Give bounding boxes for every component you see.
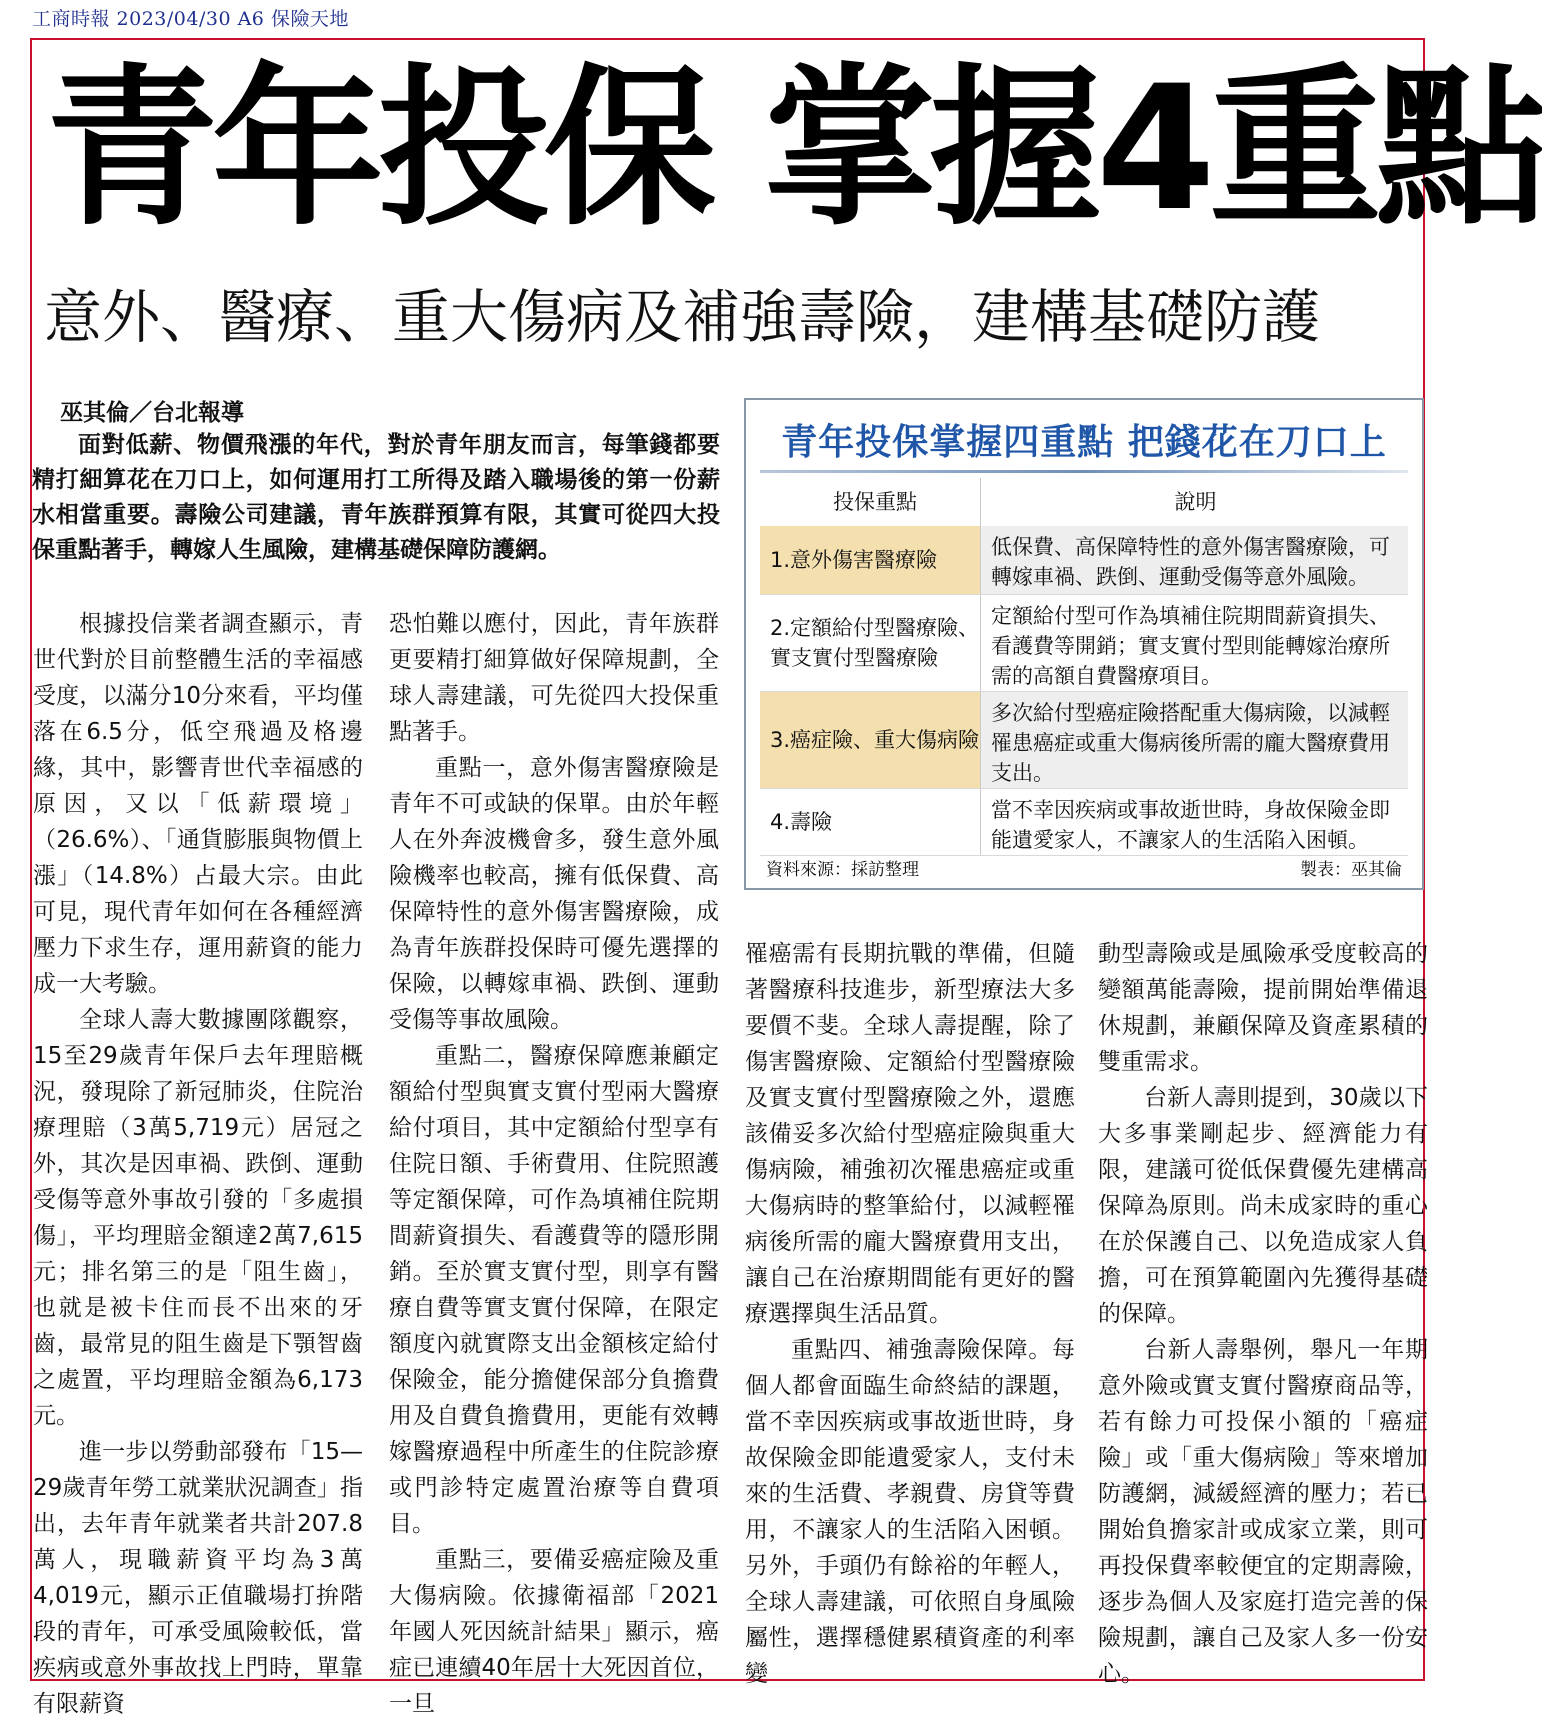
paragraph: 恐怕難以應付，因此，青年族群更要精打細算做好保障規劃，全球人壽建議，可先從四大投保重點著手。 (389, 611, 719, 745)
paragraph: 重點四、補強壽險保障。每個人都會面臨生命終結的課題，當不幸因疾病或事故逝世時，身故保險金即能遺愛家人，支付未來的生活費、孝親費、房貸等費用，不讓家人的生活陷入困頓。另外，手頭仍有餘裕的年輕人，全球人壽建議，可依照自身風險屬性，選擇穩健累積資產的利率變 (745, 1337, 1075, 1687)
subheadline: 意外、醫療、重大傷病及補強壽險，建構基礎防護 (44, 283, 1321, 351)
paragraph: 台新人壽則提到，30歲以下大多事業剛起步、經濟能力有限，建議可從低保費優先建構高保障為原則。尚未成家時的重心在於保護自己、以免造成家人負擔，可在預算範圍內先獲得基礎的保障。 (1098, 1085, 1428, 1327)
byline: 巫其倫／台北報導 (60, 400, 244, 426)
body-column-1 (33, 606, 363, 1717)
table-header-key: 投保重點 (833, 490, 917, 514)
source-line: 工商時報 2023/04/30 A6 保險天地 (32, 8, 349, 30)
table-row (760, 692, 1408, 789)
body-column-4 (1098, 936, 1428, 1687)
table-header-value: 說明 (980, 478, 1408, 526)
table-cell-key: 2.定額給付型醫療險、實支實付型醫療險 (770, 616, 980, 670)
source-note: 資料來源：採訪整理 (766, 860, 919, 880)
table-row (760, 595, 1408, 692)
body-column-2 (389, 606, 719, 1717)
paragraph: 罹癌需有長期抗戰的準備，但隨著醫療科技進步，新型療法大多要價不斐。全球人壽提醒，除了傷害醫療險、定額給付型醫療險及實支實付型醫療險之外，還應該備妥多次給付型癌症險與重大傷病險，補強初次罹患癌症或重大傷病時的整筆給付，以減輕罹病後所需的龐大醫療費用支出，讓自己在治療期間能有更好的醫療選擇與生活品質。 (745, 941, 1075, 1327)
body-column-3 (745, 936, 1075, 1687)
paragraph: 重點二，醫療保障應兼顧定額給付型與實支實付型兩大醫療給付項目，其中定額給付型享有住院日額、手術費用、住院照護等定額保障，可作為填補住院期間薪資損失、看護費等的隱形開銷。至於實支實付型，則享有醫療自費等實支實付保障，在限定額度內就實際支出金額核定給付保險金，能分擔健保部分負擔費用及自費負擔費用，更能有效轉嫁醫療過程中所產生的住院診療或門診特定處置治療等自費項目。 (389, 1043, 719, 1537)
paragraph: 動型壽險或是風險承受度較高的變額萬能壽險，提前開始準備退休規劃，兼顧保障及資產累積的雙重需求。 (1098, 941, 1428, 1075)
table-cell-key: 4.壽險 (770, 810, 833, 834)
sidebar-footer (766, 855, 1402, 880)
table-cell-value: 定額給付型可作為填補住院期間薪資損失、看護費等開銷；實支實付型則能轉嫁治療所需的高額自費醫療項目。 (980, 595, 1408, 691)
sidebar-title: 青年投保掌握四重點 把錢花在刀口上 (781, 422, 1387, 463)
table-cell-value: 低保費、高保障特性的意外傷害醫療險，可轉嫁車禍、跌倒、運動受傷等意外風險。 (980, 526, 1408, 594)
headline: 青年投保 掌握4重點 (46, 48, 1542, 249)
paragraph: 重點一，意外傷害醫療險是青年不可或缺的保單。由於年輕人在外奔波機會多，發生意外風險機率也較高，擁有低保費、高保障特性的意外傷害醫療險，成為青年族群投保時可優先選擇的保險，以轉嫁車禍、跌倒、運動受傷等事故風險。 (389, 755, 719, 1033)
table-cell-value: 多次給付型癌症險搭配重大傷病險，以減輕罹患癌症或重大傷病後所需的龐大醫療費用支出。 (980, 692, 1408, 788)
sidebar-table-box (744, 398, 1424, 890)
table-cell-value: 當不幸因疾病或事故逝世時，身故保險金即能遺愛家人，不讓家人的生活陷入困頓。 (980, 789, 1408, 855)
paragraph: 重點三，要備妥癌症險及重大傷病險。依據衛福部「2021年國人死因統計結果」顯示，癌症已連續40年居十大死因首位，一旦 (389, 1547, 719, 1717)
table-row (760, 526, 1408, 595)
table-header-row (760, 478, 1408, 526)
sidebar-table (760, 478, 1408, 856)
table-cell-key: 1.意外傷害醫療險 (760, 526, 980, 594)
maker-note: 製表：巫其倫 (1300, 860, 1402, 880)
paragraph: 根據投信業者調查顯示，青世代對於目前整體生活的幸福感受度，以滿分10分來看，平均僅落在6.5分，低空飛過及格邊緣，其中，影響青世代幸福感的原因，又以「低薪環境」（26.6%）、「通貨膨脹與物價上漲」（14.8%）占最大宗。由此可見，現代青年如何在各種經濟壓力下求生存，運用薪資的能力成一大考驗。 (33, 611, 363, 997)
sidebar-divider (760, 470, 1408, 473)
table-cell-key: 3.癌症險、重大傷病險 (760, 692, 980, 788)
lede-paragraph: 面對低薪、物價飛漲的年代，對於青年朋友而言，每筆錢都要精打細算花在刀口上，如何運用打工所得及踏入職場後的第一份薪水相當重要。壽險公司建議，青年族群預算有限，其實可從四大投保重點著手，轉嫁人生風險，建構基礎保障防護網。 (32, 432, 720, 563)
paragraph: 全球人壽大數據團隊觀察，15至29歲青年保戶去年理賠概況，發現除了新冠肺炎，住院治療理賠（3萬5,719元）居冠之外，其次是因車禍、跌倒、運動受傷等意外事故引發的「多處損傷」，平均理賠金額達2萬7,615元；排名第三的是「阻生齒」，也就是被卡住而長不出來的牙齒，最常見的阻生齒是下顎智齒之處置，平均理賠金額為6,173元。 (33, 1007, 363, 1429)
paragraph: 台新人壽舉例，舉凡一年期意外險或實支實付醫療商品等，若有餘力可投保小額的「癌症險」或「重大傷病險」等來增加防護網，減緩經濟的壓力；若已開始負擔家計或成家立業，則可再投保費率較便宜的定期壽險，逐步為個人及家庭打造完善的保險規劃，讓自己及家人多一份安心。 (1098, 1337, 1428, 1687)
paragraph: 進一步以勞動部發布「15—29歲青年勞工就業狀況調查」指出，去年青年就業者共計207.8萬人，現職薪資平均為3萬4,019元，顯示正值職場打拚階段的青年，可承受風險較低，當疾病或意外事故找上門時，單靠有限薪資 (33, 1439, 363, 1717)
table-row (760, 789, 1408, 856)
